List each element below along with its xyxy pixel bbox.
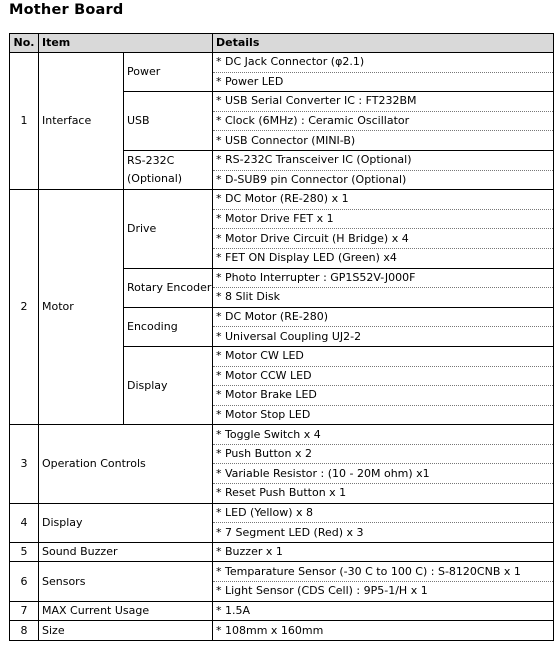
row-number: 6 xyxy=(10,562,39,601)
row-detail: * DC Motor (RE-280) x 1 xyxy=(213,190,554,210)
row-detail: * 108mm x 160mm xyxy=(213,621,554,641)
row-item: Motor xyxy=(39,190,124,425)
page-title: Mother Board xyxy=(9,2,124,18)
row-subitem: Encoding xyxy=(124,307,213,346)
row-detail: * 7 Segment LED (Red) x 3 xyxy=(213,523,554,543)
row-number: 3 xyxy=(10,425,39,503)
row-detail: * Motor Brake LED xyxy=(213,386,554,406)
row-detail: * Push Button x 2 xyxy=(213,444,554,464)
row-item: Size xyxy=(39,621,213,641)
row-detail: * D-SUB9 pin Connector (Optional) xyxy=(213,170,554,190)
row-number: 7 xyxy=(10,601,39,621)
row-item: Sound Buzzer xyxy=(39,542,213,562)
row-number: 1 xyxy=(10,53,39,190)
row-detail: * Toggle Switch x 4 xyxy=(213,425,554,445)
row-detail: * Buzzer x 1 xyxy=(213,542,554,562)
spec-table xyxy=(9,33,554,641)
row-number: 4 xyxy=(10,503,39,542)
row-detail: * DC Motor (RE-280) xyxy=(213,307,554,327)
row-detail: * Motor Stop LED xyxy=(213,405,554,425)
row-number: 2 xyxy=(10,190,39,425)
row-subitem-line: (Optional) xyxy=(127,172,183,186)
row-number: 5 xyxy=(10,542,39,562)
header-item: Item xyxy=(39,34,213,53)
table-row xyxy=(10,542,554,562)
row-subitem: Drive xyxy=(124,190,213,268)
row-detail: * Clock (6MHz) : Ceramic Oscillator xyxy=(213,111,554,131)
row-detail: * Power LED xyxy=(213,72,554,92)
row-item: Interface xyxy=(39,53,124,190)
header-details: Details xyxy=(213,34,554,53)
table-header-row xyxy=(10,34,554,53)
table-row xyxy=(10,53,554,73)
row-detail: * Photo Interrupter : GP1S52V-J000F xyxy=(213,268,554,288)
table-row xyxy=(10,601,554,621)
row-subitem xyxy=(124,150,213,189)
row-item: Sensors xyxy=(39,562,213,601)
row-detail: * USB Serial Converter IC : FT232BM xyxy=(213,92,554,112)
row-item: Operation Controls xyxy=(39,425,213,503)
row-detail: * 1.5A xyxy=(213,601,554,621)
table-row xyxy=(10,425,554,445)
header-no: No. xyxy=(10,34,39,53)
row-detail: * LED (Yellow) x 8 xyxy=(213,503,554,523)
row-item: Display xyxy=(39,503,213,542)
row-detail: * Motor CW LED xyxy=(213,346,554,366)
row-detail: * Reset Push Button x 1 xyxy=(213,484,554,504)
row-subitem: Power xyxy=(124,53,213,92)
table-row xyxy=(10,503,554,523)
table-row xyxy=(10,190,554,210)
row-detail: * DC Jack Connector (φ2.1) xyxy=(213,53,554,73)
table-row xyxy=(10,621,554,641)
row-subitem: Rotary Encoder xyxy=(124,268,213,307)
row-detail: * FET ON Display LED (Green) x4 xyxy=(213,248,554,268)
row-detail: * Temparature Sensor (-30 C to 100 C) : S-8120CNB x 1 xyxy=(213,562,554,582)
row-detail: * Motor Drive FET x 1 xyxy=(213,209,554,229)
row-subitem: Display xyxy=(124,346,213,424)
row-item: MAX Current Usage xyxy=(39,601,213,621)
row-subitem: USB xyxy=(124,92,213,151)
row-detail: * Motor CCW LED xyxy=(213,366,554,386)
table-row xyxy=(10,562,554,582)
row-subitem-line: RS-232C xyxy=(127,154,175,168)
row-detail: * Universal Coupling UJ2-2 xyxy=(213,327,554,347)
row-detail: * 8 Slit Disk xyxy=(213,288,554,308)
row-detail: * Motor Drive Circuit (H Bridge) x 4 xyxy=(213,229,554,249)
table-body xyxy=(10,53,554,641)
row-number: 8 xyxy=(10,621,39,641)
row-detail: * USB Connector (MINI-B) xyxy=(213,131,554,151)
row-detail: * RS-232C Transceiver IC (Optional) xyxy=(213,150,554,170)
row-detail: * Variable Resistor : (10 - 20M ohm) x1 xyxy=(213,464,554,484)
row-detail: * Light Sensor (CDS Cell) : 9P5-1/H x 1 xyxy=(213,582,554,602)
